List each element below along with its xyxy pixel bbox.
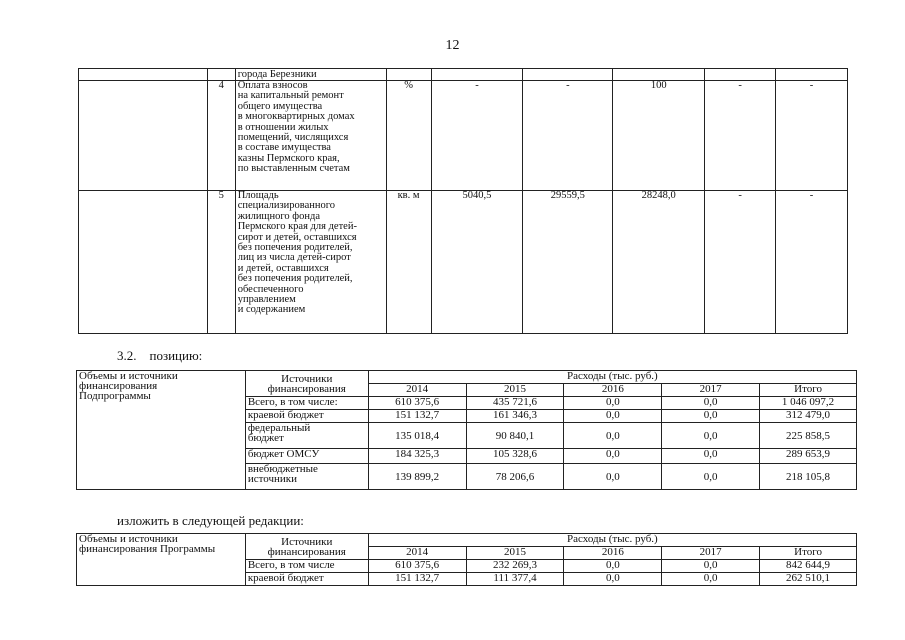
value-cell: 232 269,3 [466, 560, 564, 573]
value-cell: 0,0 [662, 410, 760, 423]
source-cell: Всего, в том числе: [245, 397, 368, 410]
value-cell: 111 377,4 [466, 573, 564, 586]
value-cell: 0,0 [564, 423, 662, 449]
value-cell: 100 [613, 81, 705, 191]
value-cell: 435 721,6 [466, 397, 564, 410]
indicators-table [78, 68, 848, 334]
funding-label: Объемы и источники финансирования Программы [77, 534, 246, 586]
value-cell: 289 653,9 [760, 449, 857, 464]
value-cell: 0,0 [662, 464, 760, 490]
value-cell [776, 69, 848, 81]
table-header-row [77, 534, 857, 547]
sources-header: Источники финансирования [245, 371, 368, 397]
value-cell: 28248,0 [613, 191, 705, 334]
value-cell: 0,0 [564, 410, 662, 423]
value-cell [613, 69, 705, 81]
indicator-name: Оплата взносов на капитальный ремонт общего имущества в многоквартирных домах в отношении жилых помещений, числящихся в составе имущества казны Пермского края, по выставленным счетам [235, 81, 386, 191]
table-header-row [77, 371, 857, 384]
value-cell: 90 840,1 [466, 423, 564, 449]
row-number: 5 [207, 191, 235, 334]
value-cell: 0,0 [662, 560, 760, 573]
value-cell: - [523, 81, 613, 191]
unit-cell: % [386, 81, 431, 191]
value-cell: 135 018,4 [368, 423, 466, 449]
value-cell: 184 325,3 [368, 449, 466, 464]
row-number [207, 69, 235, 81]
value-cell: 105 328,6 [466, 449, 564, 464]
value-cell: - [776, 81, 848, 191]
value-cell: 0,0 [662, 449, 760, 464]
table-row [79, 69, 848, 81]
page-number: 12 [445, 38, 460, 53]
expenses-header: Расходы (тыс. руб.) [368, 534, 856, 547]
value-cell: 0,0 [564, 573, 662, 586]
source-cell: бюджет ОМСУ [245, 449, 368, 464]
funding-table-current [76, 370, 857, 490]
value-cell [705, 69, 776, 81]
value-cell: 0,0 [564, 560, 662, 573]
total-header: Итого [760, 384, 857, 397]
section-heading: 3.2. позицию: [117, 348, 203, 363]
value-cell: - [705, 81, 776, 191]
value-cell: 78 206,6 [466, 464, 564, 490]
value-cell: - [705, 191, 776, 334]
value-cell: 161 346,3 [466, 410, 564, 423]
value-cell: 842 644,9 [760, 560, 857, 573]
value-cell: 225 858,5 [760, 423, 857, 449]
edit-heading: изложить в следующей редакции: [117, 513, 304, 528]
value-cell: 29559,5 [523, 191, 613, 334]
source-cell: Всего, в том числе [245, 560, 368, 573]
year-header: 2016 [564, 547, 662, 560]
value-cell: 0,0 [564, 397, 662, 410]
value-cell: 0,0 [662, 573, 760, 586]
source-cell: краевой бюджет [245, 573, 368, 586]
empty-cell [79, 69, 208, 81]
unit-cell [386, 69, 431, 81]
value-cell: 1 046 097,2 [760, 397, 857, 410]
expenses-header: Расходы (тыс. руб.) [368, 371, 856, 384]
value-cell: 151 132,7 [368, 573, 466, 586]
indicator-name: Площадь специализированного жилищного фонда Пермского края для детей- сирот и детей, оставшихся без попечения родителей, лиц из числа детей-сирот и детей, оставшихся без попечения родителей, обеспеченного управлением и содержанием [235, 191, 386, 334]
value-cell: 151 132,7 [368, 410, 466, 423]
value-cell: 262 510,1 [760, 573, 857, 586]
value-cell: 610 375,6 [368, 397, 466, 410]
source-cell: краевой бюджет [245, 410, 368, 423]
unit-cell: кв. м [386, 191, 431, 334]
total-header: Итого [760, 547, 857, 560]
value-cell: 5040,5 [431, 191, 523, 334]
empty-cell [79, 81, 208, 191]
value-cell: 218 105,8 [760, 464, 857, 490]
year-header: 2017 [662, 547, 760, 560]
year-header: 2015 [466, 547, 564, 560]
value-cell [523, 69, 613, 81]
indicator-name: города Березники [235, 69, 386, 81]
source-cell: федеральный бюджет [245, 423, 368, 449]
value-cell: - [431, 81, 523, 191]
year-header: 2015 [466, 384, 564, 397]
value-cell: 139 899,2 [368, 464, 466, 490]
value-cell: 0,0 [662, 397, 760, 410]
row-number: 4 [207, 81, 235, 191]
funding-label: Объемы и источники финансирования Подпрограммы [77, 371, 246, 490]
value-cell: 312 479,0 [760, 410, 857, 423]
value-cell: 0,0 [564, 464, 662, 490]
value-cell: 0,0 [564, 449, 662, 464]
year-header: 2017 [662, 384, 760, 397]
year-header: 2014 [368, 384, 466, 397]
funding-table-new [76, 533, 857, 586]
year-header: 2014 [368, 547, 466, 560]
value-cell: 610 375,6 [368, 560, 466, 573]
empty-cell [79, 191, 208, 334]
year-header: 2016 [564, 384, 662, 397]
source-cell: внебюджетные источники [245, 464, 368, 490]
value-cell [431, 69, 523, 81]
table-row [79, 191, 848, 334]
value-cell: - [776, 191, 848, 334]
sources-header: Источники финансирования [245, 534, 368, 560]
value-cell: 0,0 [662, 423, 760, 449]
table-row [79, 81, 848, 191]
